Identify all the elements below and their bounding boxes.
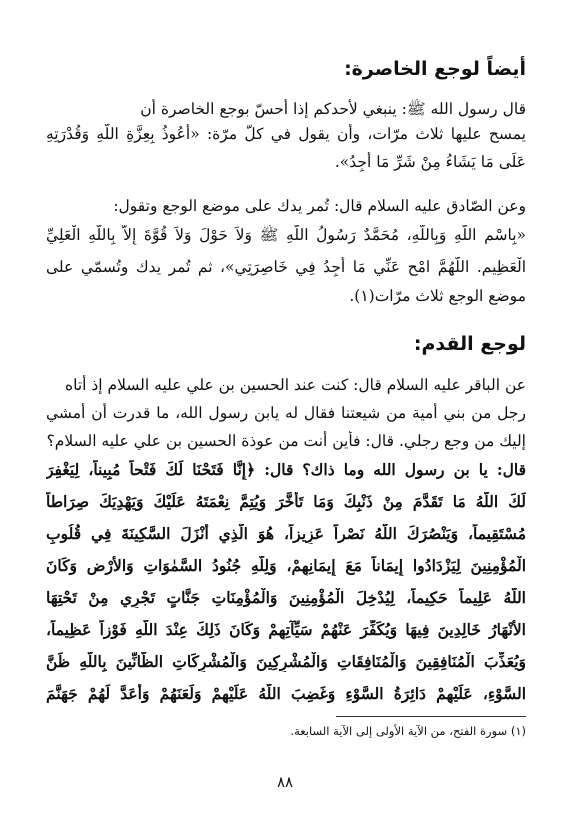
section-heading-flank-pain: أيضاً لوجع الخاصرة: bbox=[344, 58, 526, 80]
text-line: وَيُعَذِّبَ الْمُنَافِقِينَ وَالْمُنَافِقَاتِ وَالْمُشْرِكِينَ وَالْمُشْرِكَاتِ الظَّانِّينَ بِاللَّهِ ظَنَّ bbox=[46, 652, 526, 671]
text-line: الْعَظِيمِ. اللَّهُمَّ امْحِ عَنِّي مَا أَجِدُ فِي خَاصِرَتِي»، ثم تُمر يدك وتُسمّي على bbox=[46, 258, 526, 276]
text-line: السَّوْءِ، عَلَيْهِمْ دَائِرَةُ السَّوْءِ وَغَضِبَ اللَّهُ عَلَيْهِمْ وَلَعَنَهُمْ وَأَعَدَّ لَهُمْ جَهَنَّمَ bbox=[46, 684, 526, 703]
text-line: اللَّهُ عَلِيماً حَكِيماً، لِيُدْخِلَ الْمُؤْمِنِينَ وَالْمُؤْمِنَاتِ جَنَّاتٍ تَجْرِي مِنْ تَحْتِهَا bbox=[46, 588, 526, 607]
text-line: «بِاسْمِ اللَّهِ وَبِاللَّهِ، مُحَمَّدٌ رَسُولُ اللَّهِ ﷺ وَلاَ حَوْلَ وَلاَ قُوَّةَ إِلاَّ بِاللَّهِ الْعَلِيِّ bbox=[46, 226, 526, 244]
text-line: موضع الوجع ثلاث مرّات(١). bbox=[349, 287, 526, 305]
footnote: (١) سورة الفتح، من الآية الأولى إلى الآية السابعة. bbox=[290, 724, 526, 738]
text-line: قال رسول الله ﷺ: ينبغي لأحدكم إذا أحسّ بوجع الخاصرة أن bbox=[140, 100, 526, 118]
text-line: لَكَ اللَّهُ مَا تَقَدَّمَ مِنْ ذَنْبِكَ وَمَا تَأَخَّرَ وَيُتِمَّ نِعْمَتَهُ عَلَيْكَ وَيَهْدِيَكَ صِرَاطاً bbox=[46, 492, 526, 511]
text-line: قال: يا بن رسول الله وما ذاك؟ قال: ﴿إِنَّا فَتَحْنَا لَكَ فَتْحاً مُبِيناً، لِيَغْفِرَ bbox=[46, 460, 526, 479]
text-line: الْمُؤْمِنِينَ لِيَزْدَادُوا إِيمَاناً مَعَ إِيمَانِهِمْ، وَلِلَّهِ جُنُودُ السَّمٰوَاتِ وَالأَرْضِ وَكَانَ bbox=[46, 556, 526, 575]
text-line: عن الباقر عليه السلام قال: كنت عند الحسين بن علي عليه السلام إذ أتاه bbox=[64, 376, 526, 394]
text-line: رجل من بني أمية من شيعتنا فقال له يابن رسول الله، ما قدرت أن أمشي bbox=[46, 404, 526, 422]
page-number: ٨٨ bbox=[276, 773, 294, 791]
text-line: وعن الصّادق عليه السلام قال: تُمر يدك على موضع الوجع وتقول: bbox=[113, 197, 526, 215]
text-line: إليك من وجع رجلي. قال: فأين أنت من عوذة الحسين بن علي عليه السلام؟ bbox=[46, 432, 526, 450]
text-line: مُسْتَقِيماً، وَيَنْصُرَكَ اللَّهُ نَصْراً عَزِيزاً، هُوَ الَّذِي أَنْزَلَ السَّكِينَةَ فِي قُلُوبِ bbox=[46, 524, 526, 543]
text-line: الأَنْهَارُ خَالِدِينَ فِيهَا وَيُكَفِّرَ عَنْهُمْ سَيِّآتِهِمْ وَكَانَ ذَلِكَ عِنْدَ اللَّهِ فَوْزاً عَظِيماً، bbox=[46, 620, 526, 639]
section-heading-foot-pain: لوجع القدم: bbox=[413, 333, 526, 355]
footnote-divider bbox=[336, 716, 526, 717]
text-line: يمسح عليها ثلاث مرّات، وأن يقول في كلّ مرّة: «أَعُوذُ بِعِزَّةِ اللَّهِ وَقُدْرَتِهِ bbox=[46, 125, 526, 143]
text-line: عَلَى مَا يَشَاءُ مِنْ شَرِّ مَا أَجِدُ». bbox=[334, 153, 526, 171]
